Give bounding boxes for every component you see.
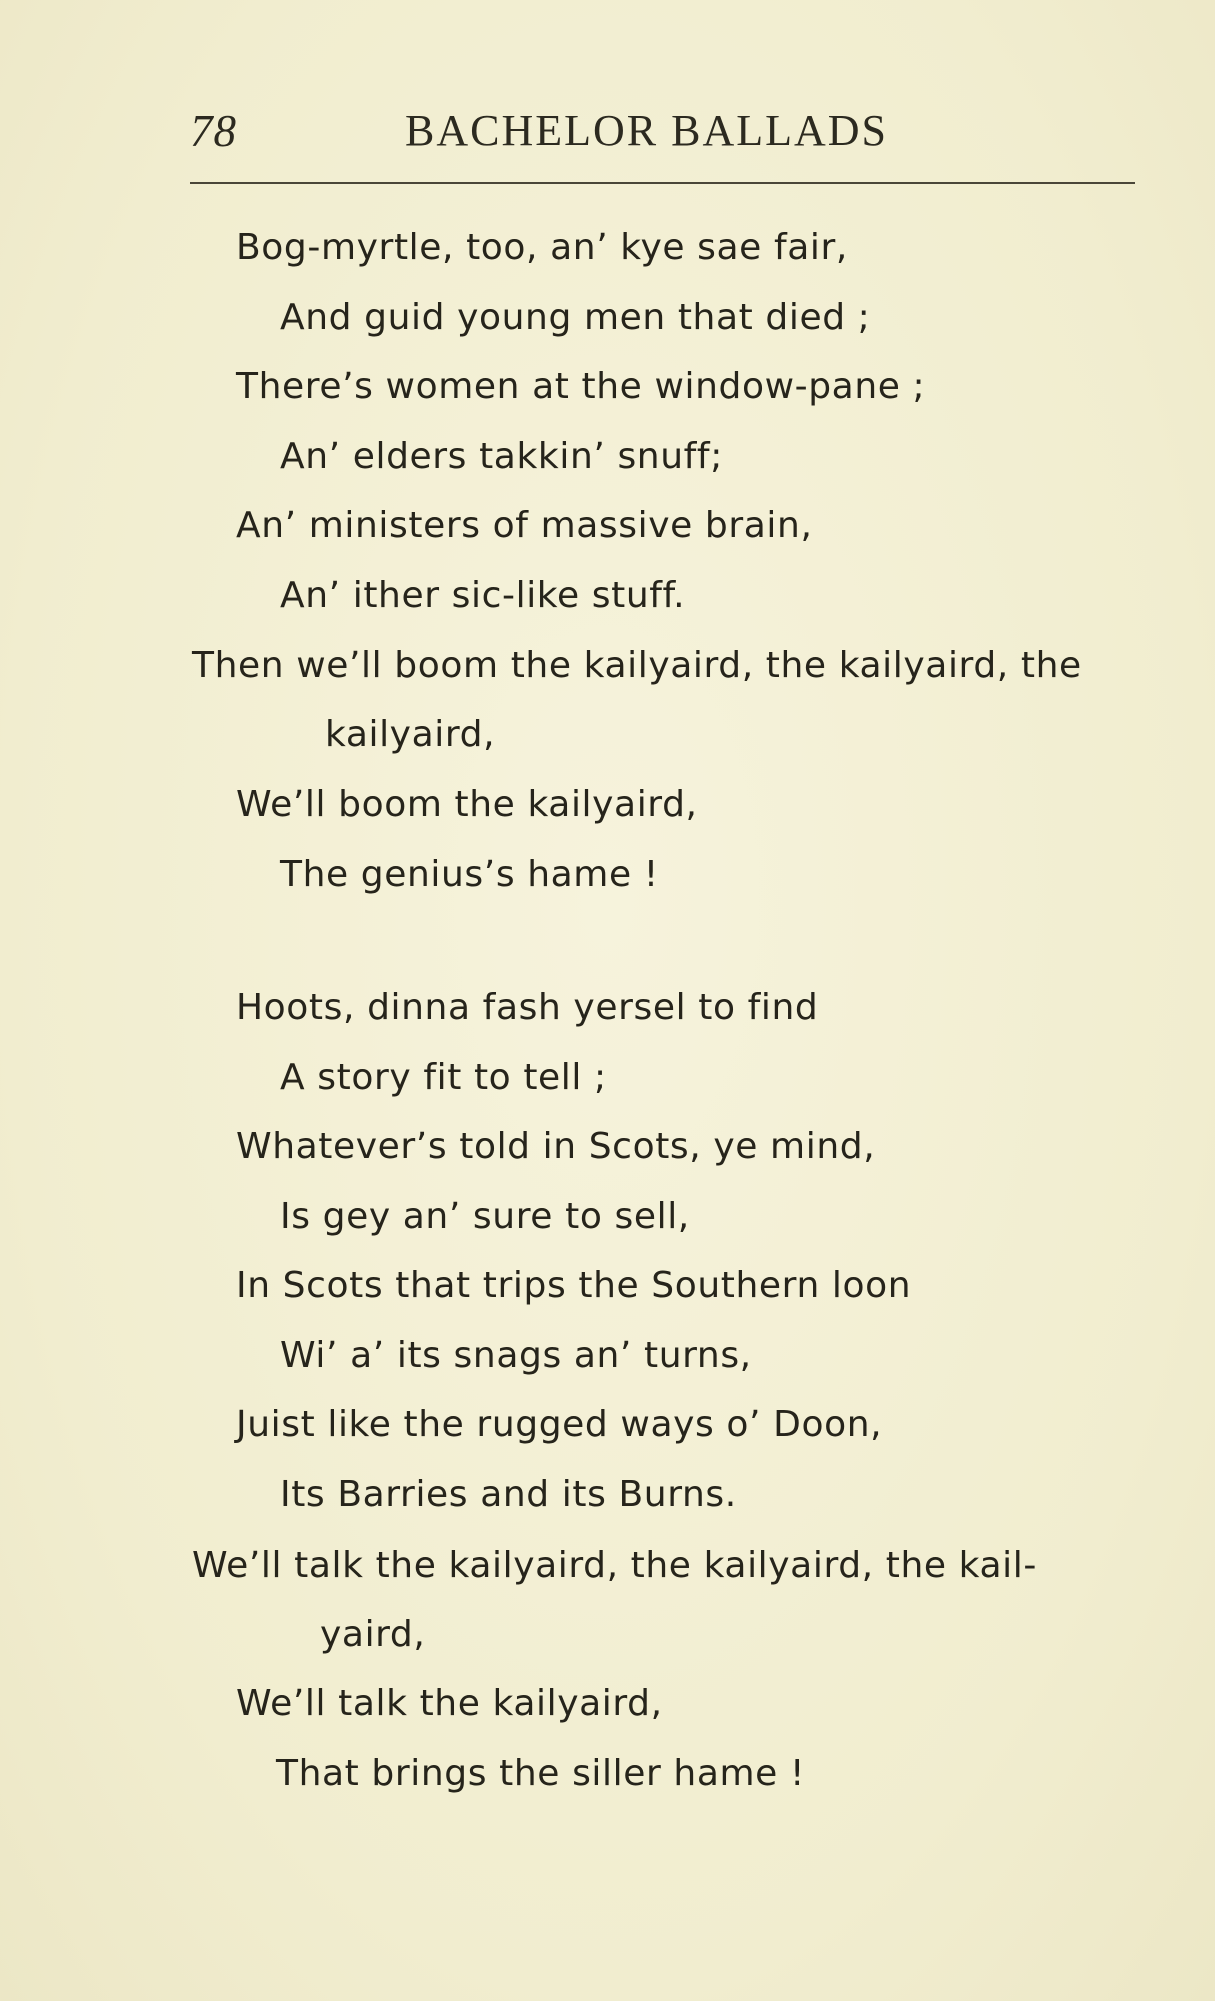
- poem-line: Bog-myrtle, too, an’ kye sae fair,: [236, 227, 848, 268]
- poem-line: Whatever’s told in Scots, ye mind,: [236, 1126, 876, 1167]
- poem-line: We’ll boom the kailyaird,: [236, 784, 698, 825]
- poem-line: Juist like the rugged ways o’ Doon,: [236, 1404, 883, 1445]
- poem-line: There’s women at the window-pane ;: [236, 366, 926, 407]
- poem-line: kailyaird,: [325, 714, 496, 755]
- poem-line: Its Barries and its Burns.: [280, 1474, 737, 1515]
- poem-line: The genius’s hame !: [280, 854, 659, 895]
- poem-line: An’ elders takkin’ snuff;: [280, 436, 723, 477]
- poem-line: That brings the siller hame !: [276, 1753, 805, 1794]
- poem-line: Hoots, dinna fash yersel to find: [236, 987, 819, 1028]
- poem-line: And guid young men that died ;: [280, 297, 871, 338]
- poem-line: A story fit to tell ;: [280, 1057, 607, 1098]
- poem-line: Is gey an’ sure to sell,: [280, 1196, 690, 1237]
- poem-line: An’ ither sic-like stuff.: [280, 575, 686, 616]
- poem-line: Wi’ a’ its snags an’ turns,: [280, 1335, 752, 1376]
- poem-line: An’ ministers of massive brain,: [236, 505, 813, 546]
- poem-line: We’ll talk the kailyaird,: [236, 1683, 663, 1724]
- page-number: 78: [190, 106, 237, 156]
- running-title: BACHELOR BALLADS: [405, 106, 889, 155]
- poem-line: In Scots that trips the Southern loon: [236, 1265, 912, 1306]
- poem-line: yaird,: [320, 1614, 426, 1655]
- poem-line: We’ll talk the kailyaird, the kailyaird, the kail-: [192, 1545, 1037, 1586]
- poem-line: Then we’ll boom the kailyaird, the kailyaird, the: [192, 645, 1082, 686]
